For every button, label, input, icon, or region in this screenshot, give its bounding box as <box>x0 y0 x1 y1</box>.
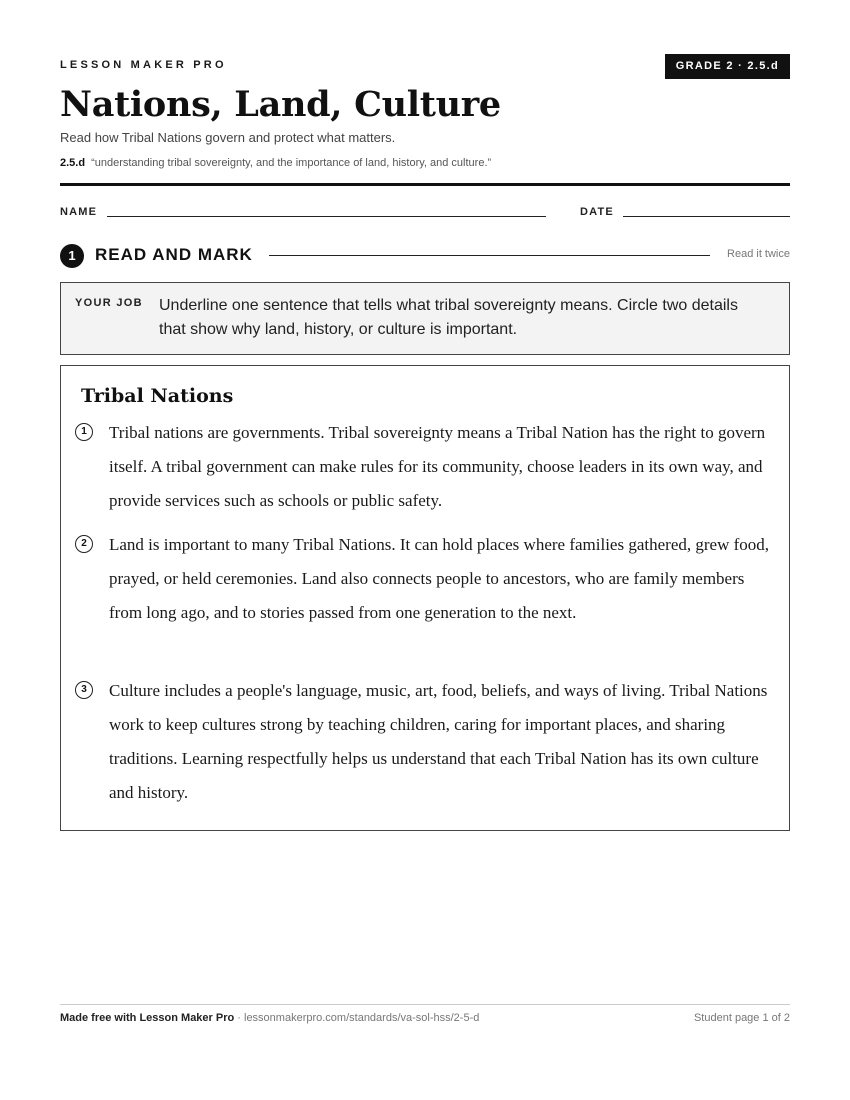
passage-title: Tribal Nations <box>81 385 234 407</box>
page-subtitle: Read how Tribal Nations govern and protect what matters. <box>60 130 396 145</box>
standard-code: 2.5.d <box>60 157 86 169</box>
job-label: YOUR JOB <box>75 297 143 309</box>
footer-url: · lessonmakerpro.com/standards/va-sol-hss/2-5-d <box>234 1012 480 1024</box>
name-label: NAME <box>60 206 98 218</box>
date-label: DATE <box>580 206 614 218</box>
brand-name: LESSON MAKER PRO <box>60 59 227 71</box>
reading-passage <box>60 365 790 831</box>
footer-divider <box>60 1004 790 1005</box>
header-divider <box>60 183 790 186</box>
footer-credit <box>60 1012 479 1024</box>
section-title: READ AND MARK <box>95 245 253 264</box>
date-field[interactable] <box>623 216 790 217</box>
page-title: Nations, Land, Culture <box>60 84 501 125</box>
paragraph-number: 2 <box>75 535 93 553</box>
standard-line <box>60 157 491 169</box>
job-text: Underline one sentence that tells what tribal sovereignty means. Circle two details that show why land, history, or culture is important. <box>159 297 738 338</box>
worksheet-page <box>60 0 790 1100</box>
paragraph-text: Culture includes a people's language, music, art, food, beliefs, and ways of living. Tribal Nations work to keep cultures strong by teaching children, caring for important places, and sharing traditions. Learning respectfully helps us understand that each Tribal Nation has its own culture and history. <box>109 681 768 802</box>
section-number-badge: 1 <box>60 244 84 268</box>
section-divider <box>269 255 710 256</box>
job-instructions-box <box>60 282 790 355</box>
paragraph-number: 1 <box>75 423 93 441</box>
name-field[interactable] <box>107 216 546 217</box>
paragraph-text: Tribal nations are governments. Tribal sovereignty means a Tribal Nation has the right to govern itself. A tribal government can make rules for its community, choose leaders in its own way, and provide services such as schools or public safety. <box>109 423 766 510</box>
footer-made-with: Made free with Lesson Maker Pro <box>60 1012 235 1024</box>
section-note: Read it twice <box>727 248 790 260</box>
paragraph-number: 3 <box>75 681 93 699</box>
paragraph-text: Land is important to many Tribal Nations. It can hold places where families gathered, grew food, prayed, or held ceremonies. Land also connects people to ancestors, who are family members from long ago, and to stories passed from one generation to the next. <box>109 535 770 622</box>
standard-text: “understanding tribal sovereignty, and the importance of land, history, and culture.” <box>91 157 492 169</box>
footer-page-number: Student page 1 of 2 <box>693 1012 790 1024</box>
grade-badge: GRADE 2 · 2.5.d <box>665 54 790 79</box>
